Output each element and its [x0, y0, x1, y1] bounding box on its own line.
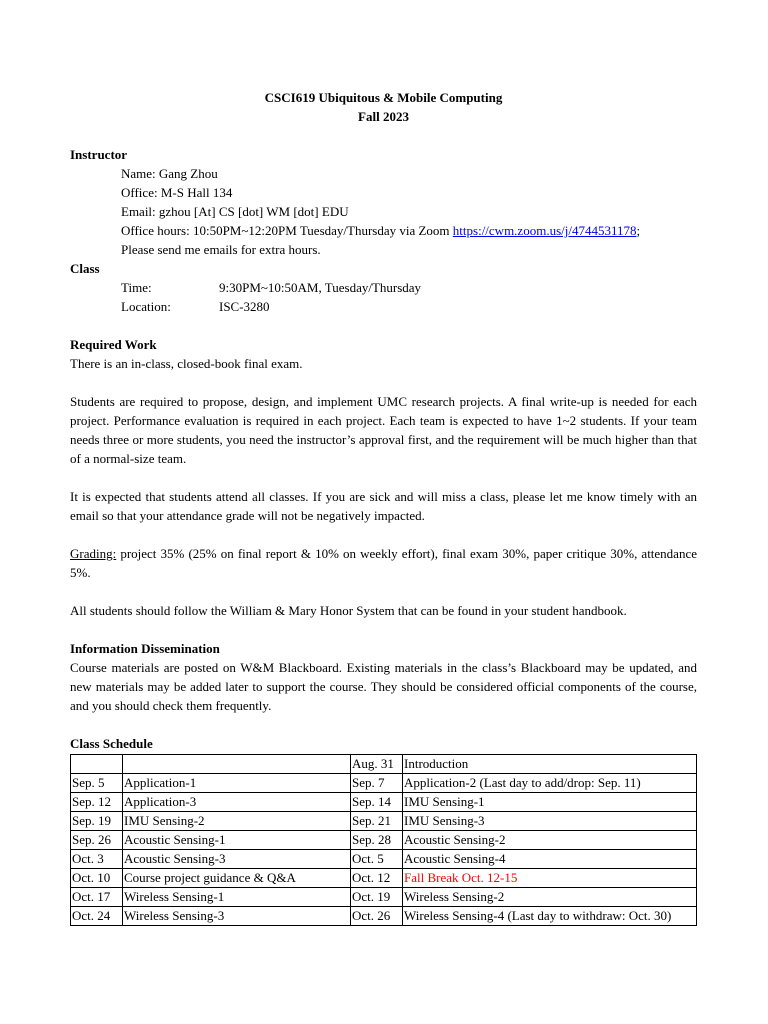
class-location-label: Location:: [121, 299, 171, 314]
schedule-date-tuesday: Sep. 26: [71, 831, 123, 850]
course-term: Fall 2023: [358, 109, 409, 124]
schedule-topic-thursday: Wireless Sensing-2: [403, 888, 697, 907]
schedule-topic-tuesday: [123, 755, 351, 774]
class-time-label: Time:: [121, 280, 152, 295]
info-paragraph: Course materials are posted on W&M Blackboard. Existing materials in the class’s Blackboard may be updated, and new materials may be added later to support the course. They should be considered official components of the course, and you should check them frequently.: [70, 660, 697, 713]
schedule-date-tuesday: Sep. 19: [71, 812, 123, 831]
schedule-topic-thursday: Acoustic Sensing-4: [403, 850, 697, 869]
schedule-date-thursday: Oct. 12: [351, 869, 403, 888]
schedule-table: [70, 754, 697, 926]
schedule-date-thursday: Oct. 26: [351, 907, 403, 926]
class-time-value: 9:30PM~10:50AM, Tuesday/Thursday: [219, 280, 422, 295]
office-hours: [70, 221, 697, 240]
schedule-topic-tuesday: Wireless Sensing-1: [123, 888, 351, 907]
schedule-topic-tuesday: Course project guidance & Q&A: [123, 869, 351, 888]
schedule-row: [71, 907, 697, 926]
course-title: CSCI619 Ubiquitous & Mobile Computing: [264, 90, 503, 105]
projects-paragraph: Students are required to propose, design, and implement UMC research projects. A final write-up is needed for each project. Performance evaluation is required in each project. Each team is expected to have 1~2 students. If your team needs three or more students, you need the instructor’s approval first, and the requirement will be much higher than that of a normal-size team.: [70, 394, 697, 466]
schedule-topic-tuesday: Application-3: [123, 793, 351, 812]
schedule-row: [71, 850, 697, 869]
instructor-office: Office: M-S Hall 134: [121, 185, 233, 200]
schedule-date-tuesday: Oct. 10: [71, 869, 123, 888]
schedule-topic-thursday: IMU Sensing-3: [403, 812, 697, 831]
final-exam-paragraph: There is an in-class, closed-book final exam.: [70, 356, 303, 371]
class-heading: Class: [70, 261, 100, 276]
honor-system-paragraph: All students should follow the William & Mary Honor System that can be found in your student handbook.: [70, 603, 627, 618]
schedule-row: [71, 755, 697, 774]
office-hours-suffix: ;: [636, 223, 641, 238]
schedule-date-thursday: Sep. 14: [351, 793, 403, 812]
schedule-row: [71, 831, 697, 850]
schedule-date-thursday: Oct. 19: [351, 888, 403, 907]
schedule-date-thursday: Sep. 7: [351, 774, 403, 793]
schedule-date-tuesday: Sep. 5: [71, 774, 123, 793]
grading-paragraph: [70, 544, 697, 582]
schedule-topic-thursday: Fall Break Oct. 12-15: [403, 869, 697, 888]
schedule-topic-thursday: Acoustic Sensing-2: [403, 831, 697, 850]
instructor-email: Email: gzhou [At] CS [dot] WM [dot] EDU: [121, 204, 349, 219]
schedule-topic-tuesday: Wireless Sensing-3: [123, 907, 351, 926]
schedule-topic-tuesday: IMU Sensing-2: [123, 812, 351, 831]
schedule-row: [71, 793, 697, 812]
schedule-date-tuesday: Sep. 12: [71, 793, 123, 812]
grading-text: project 35% (25% on final report & 10% on weekly effort), final exam 30%, paper critique 30%, attendance 5%.: [70, 546, 697, 580]
info-heading: Information Dissemination: [70, 641, 220, 656]
schedule-heading: Class Schedule: [70, 736, 153, 751]
instructor-name: Name: Gang Zhou: [121, 166, 218, 181]
extra-hours-note: Please send me emails for extra hours.: [121, 242, 321, 257]
schedule-row: [71, 774, 697, 793]
attendance-paragraph: It is expected that students attend all classes. If you are sick and will miss a class, please let me know timely with an email so that your attendance grade will not be negatively impacted.: [70, 489, 697, 523]
schedule-topic-tuesday: Acoustic Sensing-1: [123, 831, 351, 850]
schedule-date-thursday: Aug. 31: [351, 755, 403, 774]
schedule-topic-tuesday: Acoustic Sensing-3: [123, 850, 351, 869]
office-hours-text: Office hours: 10:50PM~12:20PM Tuesday/Thursday via Zoom: [121, 223, 453, 238]
schedule-row: [71, 869, 697, 888]
schedule-topic-thursday: IMU Sensing-1: [403, 793, 697, 812]
schedule-date-thursday: Oct. 5: [351, 850, 403, 869]
schedule-date-tuesday: Oct. 24: [71, 907, 123, 926]
schedule-date-tuesday: Oct. 3: [71, 850, 123, 869]
schedule-date-thursday: Sep. 28: [351, 831, 403, 850]
schedule-date-tuesday: Oct. 17: [71, 888, 123, 907]
schedule-topic-thursday: Application-2 (Last day to add/drop: Sep. 11): [403, 774, 697, 793]
document-page: [70, 88, 697, 926]
instructor-heading: Instructor: [70, 147, 128, 162]
schedule-topic-thursday: Introduction: [403, 755, 697, 774]
schedule-date-tuesday: [71, 755, 123, 774]
grading-label: Grading:: [70, 546, 117, 561]
class-location-row: [70, 297, 697, 316]
schedule-topic-tuesday: Application-1: [123, 774, 351, 793]
schedule-row: [71, 888, 697, 907]
schedule-topic-thursday: Wireless Sensing-4 (Last day to withdraw: Oct. 30): [403, 907, 697, 926]
class-time-row: [70, 278, 697, 297]
zoom-link[interactable]: https://cwm.zoom.us/j/4744531178: [452, 223, 637, 238]
schedule-date-thursday: Sep. 21: [351, 812, 403, 831]
class-location-value: ISC-3280: [219, 299, 270, 314]
required-work-heading: Required Work: [70, 337, 157, 352]
schedule-row: [71, 812, 697, 831]
